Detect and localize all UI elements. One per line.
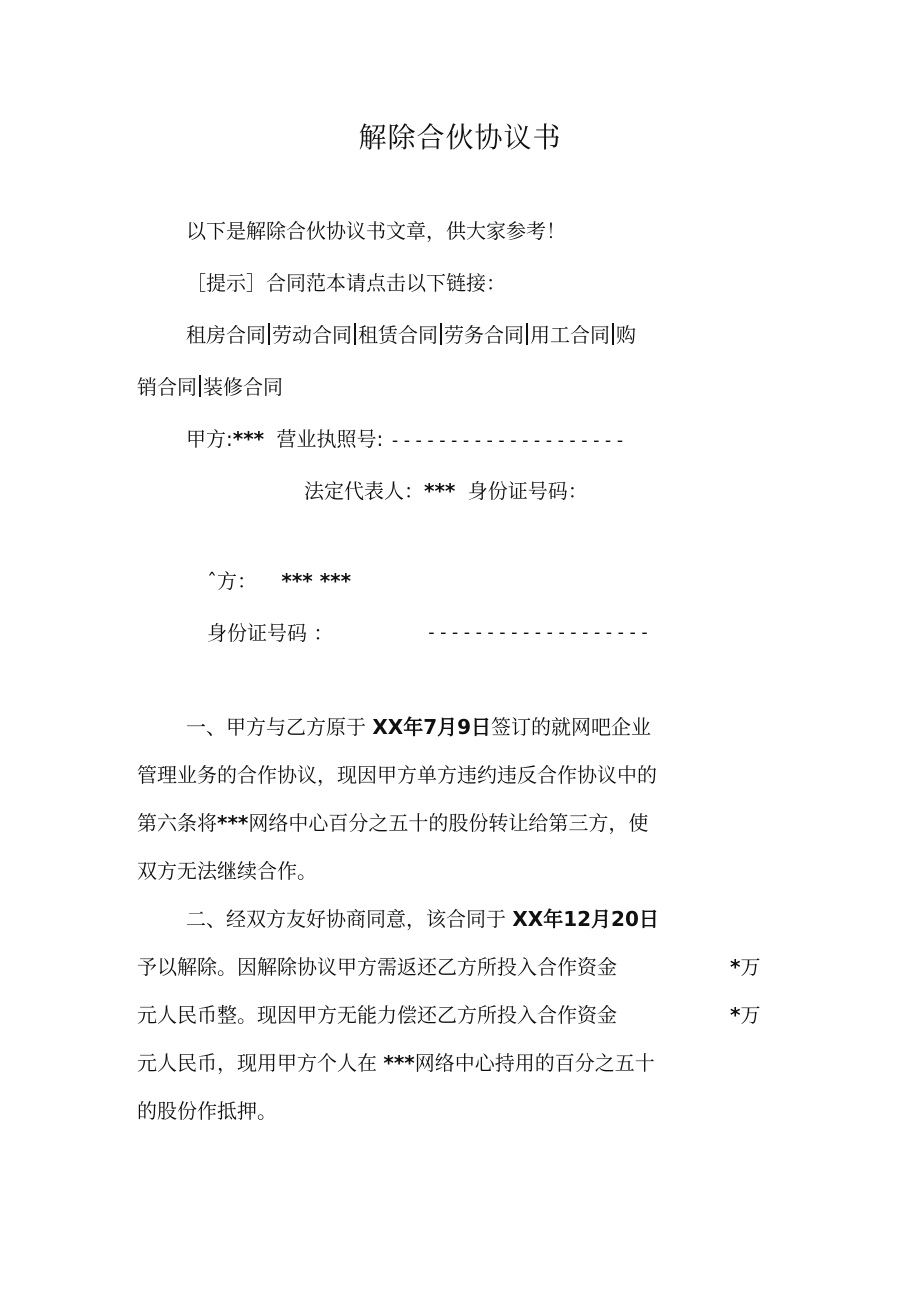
clause-2-line-4	[137, 1050, 655, 1076]
clause-2-line-1	[186, 906, 659, 932]
clause-date: XX年7月9日	[372, 715, 492, 739]
tip-line: ［提示］合同范本请点击以下链接：	[186, 271, 506, 295]
link-separator	[612, 323, 614, 345]
clause-text: 万	[740, 1003, 761, 1027]
party-b-label: ˆ方：	[207, 569, 257, 593]
party-a-label: 甲方:	[186, 427, 233, 451]
contract-links-line-2	[137, 374, 283, 400]
rep-id-label: 身份证号码：	[467, 479, 588, 503]
clause-1-line-4: 双方无法继续合作。	[137, 859, 317, 883]
link-purchase-sale-contract-part2[interactable]: 销合同	[137, 375, 197, 399]
link-employment-contract[interactable]: 用工合同	[530, 323, 610, 347]
party-a-line	[186, 426, 626, 454]
party-a-rep-line	[304, 478, 588, 504]
party-a-name: ***	[232, 427, 265, 451]
party-b-id-label: 身份证号码 ：	[207, 621, 334, 645]
license-label: 营业执照号:	[276, 427, 384, 451]
link-separator	[440, 323, 442, 345]
party-b-id-line	[207, 620, 333, 646]
clause-text: 元人民币，现用甲方个人在	[137, 1051, 384, 1075]
link-separator	[268, 323, 270, 345]
clause-mask: ***	[217, 811, 249, 835]
rep-name: ***	[424, 479, 456, 503]
clause-mask: ***	[383, 1051, 415, 1075]
link-labor-contract[interactable]: 劳动合同	[272, 323, 352, 347]
contract-links-line-1	[186, 322, 636, 348]
clause-1-line-1	[186, 714, 651, 740]
clause-2-line-5: 的股份作抵押。	[137, 1099, 277, 1123]
link-rent-house-contract[interactable]: 租房合同	[186, 323, 266, 347]
link-service-contract[interactable]: 劳务合同	[444, 323, 524, 347]
clause-text: 万	[740, 955, 761, 979]
intro-line: 以下是解除合伙协议书文章，供大家参考！	[186, 219, 566, 243]
clause-text: 网络中心持用的百分之五十	[414, 1051, 655, 1075]
party-b-id-value: -------------------	[426, 622, 651, 643]
clause-2-line-3: 元人民币整。现因甲方无能力偿还乙方所投入合作资金	[137, 1003, 617, 1027]
link-separator	[354, 323, 356, 345]
document-title: 解除合伙协议书	[358, 121, 562, 154]
link-purchase-sale-contract-part1[interactable]: 购	[616, 323, 636, 347]
clause-date: XX年12月20日	[512, 907, 659, 931]
link-renovation-contract[interactable]: 装修合同	[203, 375, 283, 399]
link-separator	[526, 323, 528, 345]
clause-1-line-2: 管理业务的合作协议，现因甲方单方违约违反合作协议中的	[137, 763, 657, 787]
party-b-name: *** ***	[281, 569, 352, 593]
clause-2-line-2: 予以解除。因解除协议甲方需返还乙方所投入合作资金	[137, 955, 617, 979]
clause-2-amount-2	[730, 1002, 760, 1028]
clause-text: 签订的就网吧企业	[491, 715, 652, 739]
rep-label: 法定代表人：	[304, 479, 424, 503]
party-b-line	[207, 568, 351, 594]
link-separator	[199, 375, 201, 397]
clause-mask: *	[730, 955, 741, 979]
clause-text: 网络中心百分之五十的股份转让给第三方，使	[248, 811, 649, 835]
clause-2-amount-1	[730, 954, 760, 980]
clause-mask: *	[730, 1003, 741, 1027]
clause-text: 一、甲方与乙方原于	[186, 715, 373, 739]
license-value: --------------------	[389, 430, 627, 451]
clause-1-line-3	[137, 810, 648, 836]
clause-text: 二、经双方友好协商同意，该合同于	[186, 907, 513, 931]
link-lease-contract[interactable]: 租赁合同	[358, 323, 438, 347]
clause-text: 第六条将	[137, 811, 217, 835]
